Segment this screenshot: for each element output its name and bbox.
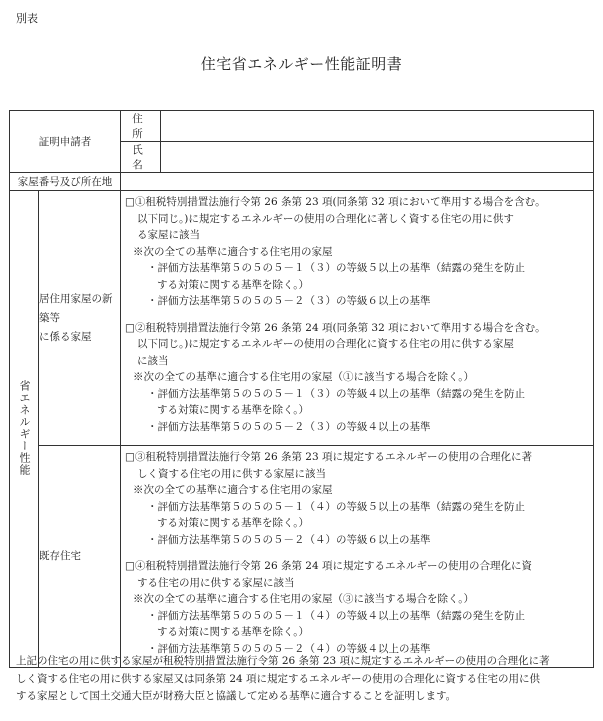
address-field[interactable] xyxy=(161,111,594,142)
annex-label: 別表 xyxy=(16,12,38,25)
location-label: 家屋番号及び所在地 xyxy=(10,173,121,191)
address-label: 住 所 xyxy=(121,111,161,142)
document-title: 住宅省エネルギー性能証明書 xyxy=(200,55,403,73)
new-housing-label: 居住用家屋の新築等 に係る家屋 xyxy=(39,191,121,446)
existing-housing-requirements xyxy=(121,446,594,668)
requirement-3: □③租税特別措置法施行令第 26 条第 23 項に規定するエネルギーの使用の合理化に著 しく資する住宅の用に供する家屋に該当 ※次の全ての基準に適合する住宅用の家屋 ・評価方法基準第５の５の５－１（４）の等級５以上の基準（結露の発生を防止 する対策に関する基準を除く。） ・評価方法基準第５の５の５－２（４）の等級６以上の基準 xyxy=(125,449,589,548)
requirement-1: □①租税特別措置法施行令第 26 条第 23 項(同条第 32 項において準用する場合を含む。 以下同じ。)に規定するエネルギーの使用の合理化に著しく資する住宅の用に供す る家屋に該当 ※次の全ての基準に適合する住宅用の家屋 ・評価方法基準第５の５の５－１（３）の等級５以上の基準（結露の発生を防止 する対策に関する基準を除く。） ・評価方法基準第５の５の５－２（３）の等級６以上の基準 xyxy=(125,194,589,310)
applicant-label: 証明申請者 xyxy=(10,111,121,173)
existing-housing-label: 既存住宅 xyxy=(39,446,121,668)
requirement-1-checkbox-text[interactable]: □①租税特別措置法施行令第 26 条第 23 項(同条第 32 項において準用する場合を含む。 xyxy=(125,196,546,208)
name-field[interactable] xyxy=(161,142,594,173)
requirement-4: □④租税特別措置法施行令第 26 条第 24 項に規定するエネルギーの使用の合理化に資 する住宅の用に供する家屋に該当 ※次の全ての基準に適合する住宅用の家屋（③に該当する場合を除く。） ・評価方法基準第５の５の５－１（４）の等級４以上の基準（結露の発生を防止 する対策に関する基準を除く。） ・評価方法基準第５の５の５－２（４）の等級４以上の基準 xyxy=(125,558,589,657)
name-label: 氏 名 xyxy=(121,142,161,173)
requirement-4-checkbox-text[interactable]: □④租税特別措置法施行令第 26 条第 24 項に規定するエネルギーの使用の合理化に資 xyxy=(125,560,532,572)
certification-statement: 上記の住宅の用に供する家屋が租税特別措置法施行令第 26 条第 23 項に規定するエネルギーの使用の合理化に著 しく資する住宅の用に供する家屋又は同条第 24 項に規定するエネルギーの使用の合理化に資する住宅の用に供 する家屋として国土交通大臣が財務大臣と協議して定める基準に適合することを証明します。 xyxy=(16,655,550,702)
certificate-table xyxy=(9,110,594,668)
requirement-3-checkbox-text[interactable]: □③租税特別措置法施行令第 26 条第 23 項に規定するエネルギーの使用の合理化に著 xyxy=(125,451,532,463)
requirement-2-checkbox-text[interactable]: □②租税特別措置法施行令第 26 条第 24 項(同条第 32 項において準用する場合を含む。 xyxy=(125,321,546,334)
location-field[interactable] xyxy=(121,173,594,191)
new-housing-requirements xyxy=(121,191,594,446)
requirement-2: □②租税特別措置法施行令第 26 条第 24 項(同条第 32 項において準用する場合を含む。 以下同じ。)に規定するエネルギーの使用の合理化に資する住宅の用に供する家屋 に該当 ※次の全ての基準に適合する住宅用の家屋（①に該当する場合を除く。） ・評価方法基準第５の５の５－１（３）の等級４以上の基準（結露の発生を防止 する対策に関する基準を除く。） ・評価方法基準第５の５の５－２（３）の等級４以上の基準 xyxy=(125,320,589,436)
energy-performance-label: 省エネルギー性能 xyxy=(10,191,39,668)
